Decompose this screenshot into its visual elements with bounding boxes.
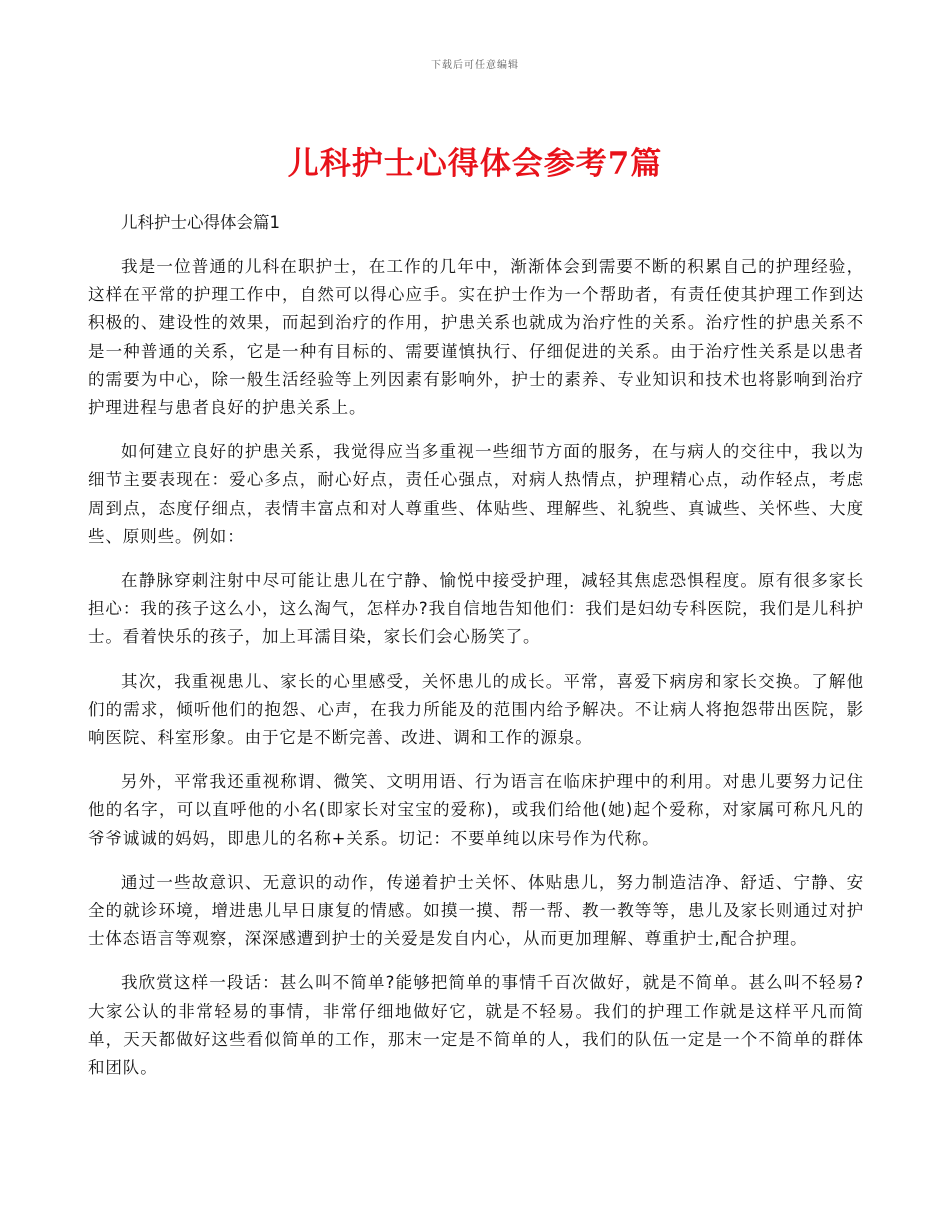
- paragraph-4: 其次，我重视患儿、家长的心里感受，关怀患儿的成长。平常，喜爱下病房和家长交换。了解他们的需求，倾听他们的抱怨、心声，在我力所能及的范围内给予解决。不让病人将抱怨带出医院，影响医院、科室形象。由于它是不断完善、改进、调和工作的源泉。: [88, 671, 864, 748]
- paragraph-1: 我是一位普通的儿科在职护士，在工作的几年中，渐渐体会到需要不断的积累自己的护理经验，这样在平常的护理工作中，自然可以得心应手。实在护士作为一个帮助者，有责任使其护理工作到达积极的、建设性的效果，而起到治疗的作用，护患关系也就成为治疗性的关系。治疗性的护患关系不是一种普通的关系，它是一种有目标的、需要谨慎执行、仔细促进的关系。由于治疗性关系是以患者的需要为中心，除一般生活经验等上列因素有影响外，护士的素养、专业知识和技术也将影响到治疗护理进程与患者良好的护患关系上。: [88, 257, 864, 418]
- paragraph-6: 通过一些故意识、无意识的动作，传递着护士关怀、体贴患儿，努力制造洁净、舒适、宁静、安全的就诊环境，增进患儿早日康复的情感。如摸一摸、帮一帮、教一教等等，患儿及家长则通过对护士体态语言等观察，深深感遭到护士的关爱是发自内心，从而更加理解、尊重护士,配合护理。: [88, 872, 864, 949]
- section-heading: 儿科护士心得体会篇1: [121, 213, 280, 232]
- document-body: [88, 209, 864, 1098]
- header-note: 下载后可任意编辑: [431, 60, 519, 71]
- paragraph-5: 另外，平常我还重视称谓、微笑、文明用语、行为语言在临床护理中的利用。对患儿要努力记住他的名字，可以直呼他的小名(即家长对宝宝的爱称)，或我们给他(她)起个爱称，对家属可称凡凡的爷爷诚诚的妈妈，即患儿的名称+关系。切记：不要单纯以床号作为代称。: [88, 772, 864, 848]
- paragraph-2: 如何建立良好的护患关系，我觉得应当多重视一些细节方面的服务，在与病人的交往中，我以为细节主要表现在：爱心多点，耐心好点，责任心强点，对病人热情点，护理精心点，动作轻点，考虑周到点，态度仔细点，表情丰富点和对人尊重些、体贴些、理解些、礼貌些、真诚些、关怀些、大度些、原则些。例如：: [88, 442, 864, 546]
- document-title: 儿科护士心得体会参考7篇: [287, 146, 663, 182]
- paragraph-7: 我欣赏这样一段话：甚么叫不简单?能够把简单的事情千百次做好，就是不简单。甚么叫不轻易?大家公认的非常轻易的事情，非常仔细地做好它，就是不轻易。我们的护理工作就是这样平凡而简单，天天都做好这些看似简单的工作，那末一定是不简单的人，我们的队伍一定是一个不简单的群体和团队。: [88, 973, 864, 1078]
- paragraph-3: 在静脉穿刺注射中尽可能让患儿在宁静、愉悦中接受护理，减轻其焦虑恐惧程度。原有很多家长担心：我的孩子这么小，这么淘气，怎样办?我自信地告知他们：我们是妇幼专科医院，我们是儿科护士。看着快乐的孩子，加上耳濡目染，家长们会心肠笑了。: [88, 571, 864, 647]
